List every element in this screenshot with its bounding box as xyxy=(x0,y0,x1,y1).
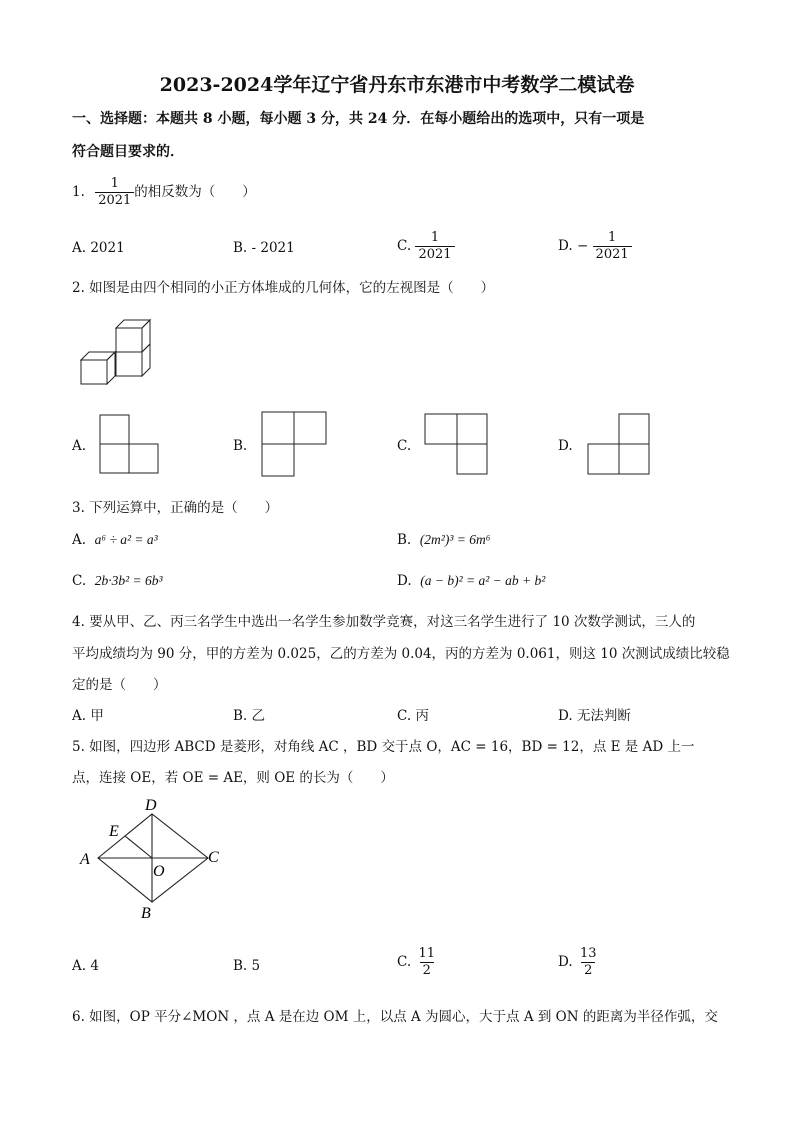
q2-option-c[interactable]: C. xyxy=(397,438,412,454)
q1-option-c[interactable]: C. $\frac{1}{2021}$ xyxy=(397,230,455,263)
question-1 xyxy=(72,176,256,209)
fraction: $\frac{1}{2021}$ xyxy=(593,230,632,263)
question-3: 3. 下列运算中，正确的是（ ） xyxy=(72,500,279,516)
q4-option-b[interactable]: B. 乙 xyxy=(233,708,266,724)
q5-option-d[interactable]: D. $\frac{13}{2}$ xyxy=(558,946,599,979)
q2-option-c-figure[interactable] xyxy=(425,414,491,480)
q5-option-c[interactable]: C. $\frac{11}{2}$ xyxy=(397,946,438,979)
point-label-c: C xyxy=(208,849,219,866)
question-6-line1: 6. 如图，OP 平分∠MON ，点 A 是在边 OM 上，以点 A 为圆心，大于点 A 到 ON 的距离为半径作弧，交 xyxy=(72,1009,718,1025)
question-text: 的相反数为（ ） xyxy=(134,184,256,200)
rhombus-figure xyxy=(78,796,238,926)
q1-option-d[interactable]: D. − $\frac{1}{2021}$ xyxy=(558,230,632,263)
q1-option-a[interactable]: A. 2021 xyxy=(72,240,125,256)
q3-option-a[interactable]: A. a⁶ ÷ a² = a³ xyxy=(72,532,158,548)
q2-option-d-figure[interactable] xyxy=(588,414,654,480)
fraction xyxy=(95,176,134,209)
q5-option-a[interactable]: A. 4 xyxy=(72,958,99,974)
fraction: $\frac{11}{2}$ xyxy=(418,946,435,978)
question-5-line1: 5. 如图，四边形 ABCD 是菱形，对角线 AC ，BD 交于点 O，AC = 16，BD = 12，点 E 是 AD 上一 xyxy=(72,739,695,755)
cube-stack-figure xyxy=(76,314,166,394)
page-title: 2023-2024学年辽宁省丹东市东港市中考数学二模试卷 xyxy=(159,74,635,96)
q3-option-c[interactable]: C. 2b·3b² = 6b³ xyxy=(72,573,163,589)
fraction: $\frac{1}{2021}$ xyxy=(415,230,454,263)
q2-option-b-figure[interactable] xyxy=(262,412,328,478)
q3-option-b[interactable]: B. (2m²)³ = 6m⁶ xyxy=(397,532,491,548)
q2-option-d[interactable]: D. xyxy=(558,438,573,454)
q2-option-b[interactable]: B. xyxy=(233,438,248,454)
question-number: 1. xyxy=(72,184,85,200)
q4-option-d[interactable]: D. 无法判断 xyxy=(558,708,631,724)
point-label-o: O xyxy=(153,863,165,880)
question-4-line3: 定的是（ ） xyxy=(72,677,167,693)
section-heading-line1: 一、选择题：本题共 8 小题，每小题 3 分，共 24 分．在每小题给出的选项中，只有一项是 xyxy=(72,111,645,127)
q2-option-a-figure[interactable] xyxy=(100,415,160,475)
q4-option-c[interactable]: C. 丙 xyxy=(397,708,429,724)
point-label-e: E xyxy=(109,823,119,840)
q1-option-b[interactable]: B. - 2021 xyxy=(233,240,295,256)
q3-option-d[interactable]: D. (a − b)² = a² − ab + b² xyxy=(397,573,546,589)
fraction-numerator: 1 xyxy=(110,176,119,191)
point-label-a: A xyxy=(80,851,90,868)
question-4-line2: 平均成绩均为 90 分，甲的方差为 0.025，乙的方差为 0.04，丙的方差为 0.061，则这 10 次测试成绩比较稳 xyxy=(72,646,730,662)
question-4-line1: 4. 要从甲、乙、丙三名学生中选出一名学生参加数学竞赛，对这三名学生进行了 10 次数学测试，三人的 xyxy=(72,614,696,630)
fraction-denominator: 2021 xyxy=(95,192,134,209)
point-label-b: B xyxy=(141,905,151,922)
q2-option-a[interactable]: A. xyxy=(72,438,87,454)
q5-option-b[interactable]: B. 5 xyxy=(233,958,261,974)
fraction: $\frac{13}{2}$ xyxy=(579,946,597,978)
section-heading-line2: 符合题目要求的． xyxy=(72,144,184,160)
point-label-d: D xyxy=(145,797,157,814)
question-5-line2: 点，连接 OE，若 OE = AE，则 OE 的长为（ ） xyxy=(72,770,394,786)
question-2: 2. 如图是由四个相同的小正方体堆成的几何体，它的左视图是（ ） xyxy=(72,280,495,296)
q4-option-a[interactable]: A. 甲 xyxy=(72,708,104,724)
